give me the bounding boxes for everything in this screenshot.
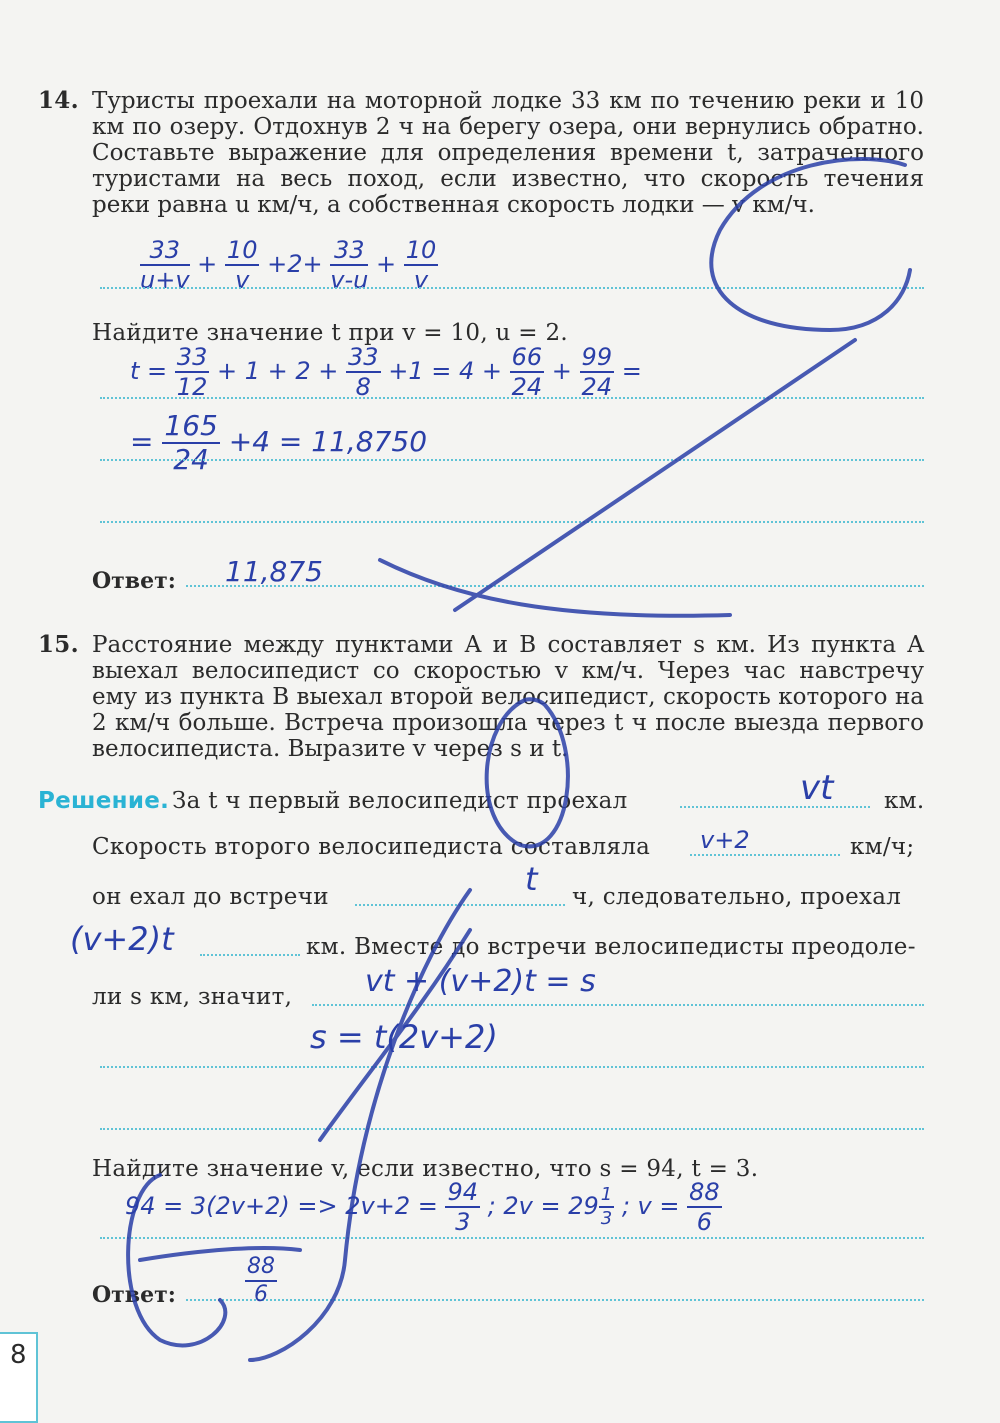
solution-line4-text: км. Вместе до встречи велосипедисты преодоле- [306, 934, 916, 960]
problem-14-expression: $\frac{33}{u+v}$ + $\frac{10}{v}$ +2+ $\frac{33}{v-u}$ + $\frac{10}{v}$ [140, 236, 437, 294]
problem-14-answer-label: Ответ: [92, 568, 176, 594]
solution-equation-2: s = t(2v+2) [310, 1018, 498, 1056]
solution-line2-start: Скорость второго велосипедиста составляла [92, 834, 651, 860]
problem-15-number: 15. [38, 631, 79, 658]
problem-14-number: 14. [38, 87, 79, 114]
problem-15-find-prompt: Найдите значение v, если известно, что s = 94, t = 3. [92, 1156, 759, 1182]
problem-14-answer-value: 11,875 [225, 555, 323, 588]
page-number: 8 [10, 1340, 27, 1370]
problem-14-text: Туристы проехали на моторной лодке 33 км по течению реки и 10 км по озеру. Отдохнув 2 ч на берегу озера, они вернулись обратно. Составьте выражение для определения времени t, затраченного туристами на весь поход, если известно, что скорость течения реки равна u км/ч, а собственная скорость лодки — v км/ч. [92, 88, 924, 218]
solution-line1-end: км. [884, 788, 925, 814]
problem-15-text: Расстояние между пунктами A и B составляет s км. Из пункта A выехал велосипедист со скоростью v км/ч. Через час навстречу ему из пункта B выехал второй велосипедист, скорость которого на 2 км/ч больше. Встреча произошла через t ч после выезда первого велосипедиста. Выразите v через s и t. [92, 632, 924, 762]
problem-15-answer-value: $\frac{88}{6}$ [247, 1254, 275, 1307]
solution-line1-start: За t ч первый велосипедист проехал [172, 788, 628, 814]
solution-line3-hand: t [525, 860, 538, 898]
solution-line5-start: ли s км, значит, [92, 984, 293, 1010]
solution-line2-end: км/ч; [850, 834, 915, 860]
solution-line2-hand: v+2 [700, 826, 750, 854]
problem-15-answer-label: Ответ: [92, 1282, 176, 1308]
solution-line4-hand: (v+2)t [70, 920, 174, 958]
solution-line1-hand: vt [800, 768, 834, 808]
solution-label: Решение. [38, 788, 170, 814]
problem-14-find-prompt: Найдите значение t при v = 10, u = 2. [92, 320, 568, 346]
solution-equation-1: vt + (v+2)t = s [365, 964, 596, 999]
problem-14-calc-line2: = $\frac{165}{24}$ +4 = 11,8750 [130, 409, 428, 476]
solution-line3-start: он ехал до встречи [92, 884, 329, 910]
problem-14-calc-line1: t = $\frac{33}{12}$ + 1 + 2 + $\frac{33}{8}$ +1 = 4 + $\frac{66}{24}$ + $\frac{99}{24}$ = [130, 343, 642, 401]
problem-15-calc: 94 = 3(2v+2) => 2v+2 = $\frac{94}{3}$ ; 2v = 29 $\frac{1}{3}$ ; v = $\frac{88}{6}$ [125, 1178, 720, 1236]
solution-line3-end: ч, следовательно, проехал [572, 884, 902, 910]
